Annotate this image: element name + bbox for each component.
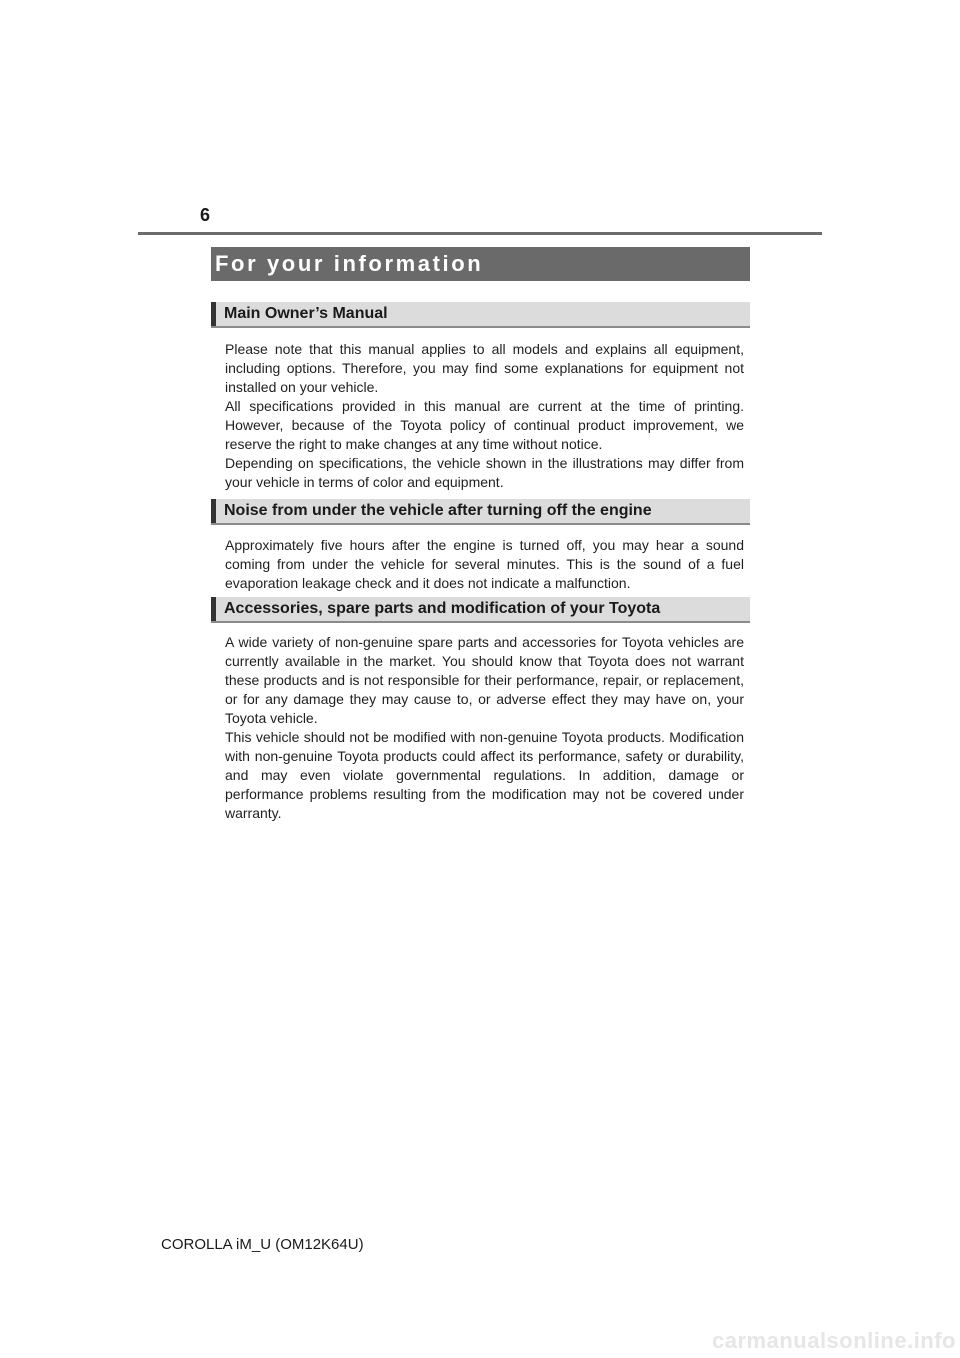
page-number: 6 (200, 205, 211, 225)
section-heading-accessories (211, 597, 750, 623)
section-heading-noise (211, 499, 750, 525)
page-title: For your information (215, 251, 484, 276)
paragraph: Please note that this manual applies to all models and explains all equipment, including options. Therefore, you may find some explanations for equipment not installed on your vehicle. (225, 341, 744, 395)
section-heading-text: Main Owner’s Manual (224, 305, 388, 322)
header-rule (138, 232, 822, 235)
paragraph: A wide variety of non-genuine spare parts and accessories for Toyota vehicles are currently available in the market. You should know that Toyota does not warrant these products and is not responsible for their performance, repair, or replacement, or for any damage they may cause to, or adverse effect they may have on, your Toyota vehicle. (225, 634, 744, 726)
watermark[interactable]: carmanualsonline.info (712, 1328, 956, 1353)
paragraph: This vehicle should not be modified with non-genuine Toyota products. Modification with non-genuine Toyota products could affect its performance, safety or durability, and may even violate governmental regulations. In addition, damage or performance problems resulting from the modification may not be covered under warranty. (225, 729, 744, 821)
paragraph: Approximately five hours after the engine is turned off, you may hear a sound coming from under the vehicle for several minutes. This is the sound of a fuel evaporation leakage check and it does not indicate a malfunction. (225, 537, 744, 591)
section-heading-text: Noise from under the vehicle after turning off the engine (224, 502, 652, 519)
section-heading-main-owners-manual (211, 302, 750, 328)
paragraph: All specifications provided in this manual are current at the time of printing. However, because of the Toyota policy of continual product improvement, we reserve the right to make changes at any time without notice. (225, 398, 744, 452)
footer-model-code: COROLLA iM_U (OM12K64U) (161, 1236, 364, 1253)
section-heading-text: Accessories, spare parts and modification of your Toyota (224, 600, 661, 617)
page-title-bar (211, 247, 750, 281)
paragraph: Depending on specifications, the vehicle shown in the illustrations may differ from your vehicle in terms of color and equipment. (225, 455, 744, 490)
